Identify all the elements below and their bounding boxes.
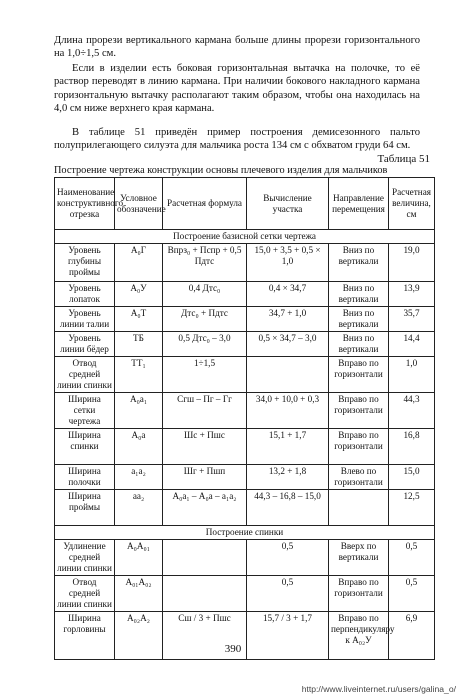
calculation-cell: 44,3 – 16,8 – 15,0 [247,490,329,526]
segment-name-cell: Отвод средней линии спинки [55,576,115,612]
calculation-cell: 15,7 / 3 + 1,7 [247,612,329,660]
column-header: Расчетная формула [163,178,247,230]
value-cell: 1,0 [389,357,435,393]
symbol-cell: А₀а [115,429,163,465]
direction-cell: Вправо по горизонтали [329,429,389,465]
value-cell: 44,3 [389,393,435,429]
value-cell: 0,5 [389,540,435,576]
formula-cell: Сгш – Пг – Гг [163,393,247,429]
value-cell: 16,8 [389,429,435,465]
value-cell: 15,0 [389,465,435,490]
segment-name-cell: Уровень лопаток [55,282,115,307]
calculation-cell: 0,4 × 34,7 [247,282,329,307]
segment-name-cell: Ширина полочки [55,465,115,490]
direction-cell: Вправо по горизонтали [329,576,389,612]
formula-cell: 0,5 Дтс₀ – 3,0 [163,332,247,357]
value-cell: 0,5 [389,576,435,612]
formula-cell: 1÷1,5 [163,357,247,393]
table-number: Таблица 51 [377,153,430,165]
section-title: Построение базисной сетки чертежа [55,230,435,244]
paragraph-1: Длина прорези вертикального кармана больше длины прорези горизонтального на 1,0÷1,5 см. [54,35,420,60]
paragraph-3: В таблице 51 приведён пример построения демисезонного пальто полуприлегающего силуэта для мальчика роста 134 см с обхватом груди 64 см. [54,127,420,152]
section-title: Построение спинки [55,526,435,540]
symbol-cell: А₀₂А₂ [115,612,163,660]
table-row [55,244,435,282]
column-header: Расчетная величина, см [389,178,435,230]
formula-cell: Шс + Пшс [163,429,247,465]
table-row [55,332,435,357]
symbol-cell: А₀Г [115,244,163,282]
paragraph-2: Если в изделии есть боковая горизонтальная вытачка на полочке, то её раствор переводят в линию кармана. При наличии бокового накладного кармана горизонтальную вытачку располагают таким образом, чтобы она находилась на 4,0 см ниже верхнего края кармана. [54,63,420,114]
construction-table [54,177,435,660]
table-header-row [55,178,435,230]
calculation-cell [247,357,329,393]
symbol-cell: А₀₁А₀₂ [115,576,163,612]
value-cell: 14,4 [389,332,435,357]
segment-name-cell: Уровень линии талии [55,307,115,332]
value-cell: 35,7 [389,307,435,332]
segment-name-cell: Ширина горловины [55,612,115,660]
formula-cell: Шг + Пшп [163,465,247,490]
direction-cell: Влево по горизонтали [329,465,389,490]
direction-cell: Вниз по вертикали [329,307,389,332]
calculation-cell: 0,5 [247,576,329,612]
section-row [55,230,435,244]
formula-cell [163,540,247,576]
segment-name-cell: Ширина сетки чертежа [55,393,115,429]
symbol-cell: А₀Т [115,307,163,332]
column-header: Направление перемещения [329,178,389,230]
formula-cell: Дтс₀ + Пдтс [163,307,247,332]
symbol-cell: А₀А₀₁ [115,540,163,576]
column-header: Вычисление участка [247,178,329,230]
symbol-cell: ТТ₁ [115,357,163,393]
table-row [55,540,435,576]
direction-cell: Вниз по вертикали [329,282,389,307]
symbol-cell: а₁а₂ [115,465,163,490]
segment-name-cell: Удлинение средней линии спинки [55,540,115,576]
direction-cell [329,490,389,526]
direction-cell: Вправо по перпендикуляру к А₀₂У [329,612,389,660]
segment-name-cell: Отвод средней линии спинки [55,357,115,393]
direction-cell: Вниз по вертикали [329,244,389,282]
column-header: Условное обозначение [115,178,163,230]
formula-cell: Сш / 3 + Пшс [163,612,247,660]
segment-name-cell: Уровень линии бёдер [55,332,115,357]
table-row [55,429,435,465]
segment-name-cell: Ширина проймы [55,490,115,526]
value-cell: 12,5 [389,490,435,526]
table-row [55,393,435,429]
segment-name-cell: Уровень глубины проймы [55,244,115,282]
table-row [55,490,435,526]
direction-cell: Вправо по горизонтали [329,393,389,429]
section-row [55,526,435,540]
value-cell: 13,9 [389,282,435,307]
symbol-cell: А₀У [115,282,163,307]
symbol-cell: А₀а₁ [115,393,163,429]
calculation-cell: 15,0 + 3,5 + 0,5 × 1,0 [247,244,329,282]
table-row [55,282,435,307]
formula-cell: А₀а₁ – А₀а – а₁а₂ [163,490,247,526]
symbol-cell: аа₂ [115,490,163,526]
formula-cell: Впрз₀ + Пспр + 0,5 Пдтс [163,244,247,282]
value-cell: 6,9 [389,612,435,660]
direction-cell: Вверх по вертикали [329,540,389,576]
calculation-cell: 0,5 [247,540,329,576]
segment-name-cell: Ширина спинки [55,429,115,465]
page-number: 390 [224,643,242,655]
calculation-cell: 15,1 + 1,7 [247,429,329,465]
direction-cell: Вправо по горизонтали [329,357,389,393]
table-row [55,465,435,490]
column-header: Наименование конструктивного отрезка [55,178,115,230]
value-cell: 19,0 [389,244,435,282]
table-caption: Построение чертежа конструкции основы плечевого изделия для мальчиков [54,165,388,176]
calculation-cell: 13,2 + 1,8 [247,465,329,490]
direction-cell: Вниз по вертикали [329,332,389,357]
calculation-cell: 34,0 + 10,0 + 0,3 [247,393,329,429]
formula-cell: 0,4 Дтс₀ [163,282,247,307]
formula-cell [163,576,247,612]
table-row [55,576,435,612]
table-row [55,357,435,393]
watermark-url: http://www.liveinternet.ru/users/galina_o/ [301,684,456,694]
calculation-cell: 34,7 + 1,0 [247,307,329,332]
calculation-cell: 0,5 × 34,7 – 3,0 [247,332,329,357]
symbol-cell: ТБ [115,332,163,357]
table-row [55,307,435,332]
